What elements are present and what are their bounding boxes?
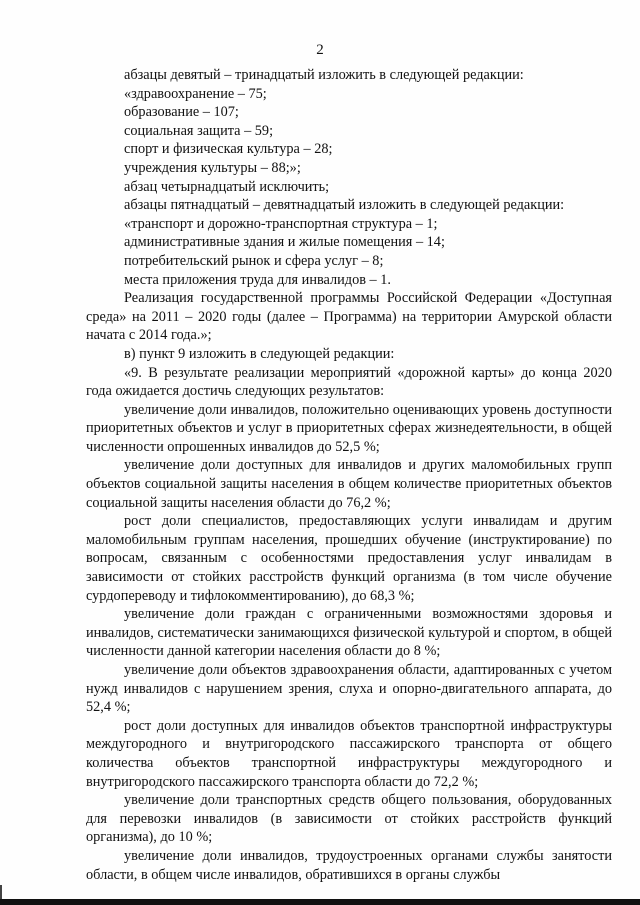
paragraph: «здравоохранение – 75;: [124, 85, 267, 102]
paragraph: административные здания и жилые помещения – 14;: [124, 234, 445, 251]
paragraph: «транспорт и дорожно-транспортная структура – 1;: [124, 215, 438, 232]
paragraph: в) пункт 9 изложить в следующей редакции:: [124, 345, 395, 362]
paragraph: увеличение доли инвалидов, положительно оценивающих уровень доступности приоритетных объектов и услуг в приоритетных сферах жизнедеятельности, в общей численности опрошенных инвалидов до 52,5 %;: [86, 401, 612, 455]
paragraph: «9. В результате реализации мероприятий «дорожной карты» до конца 2020 года ожидается достичь следующих результатов:: [86, 364, 612, 400]
page-number: 2: [316, 42, 324, 58]
paragraph: Реализация государственной программы Российской Федерации «Доступная среда» на 2011 – 2020 годы (далее – Программа) на территории Амурской области начата с 2014 года.»;: [86, 290, 612, 344]
paragraph: увеличение доли инвалидов, трудоустроенных органами службы занятости области, в общем числе инвалидов, обратившихся в органы службы: [86, 847, 612, 883]
paragraph: абзацы пятнадцатый – девятнадцатый изложить в следующей редакции:: [124, 197, 565, 214]
paragraph: абзац четырнадцатый исключить;: [124, 178, 330, 195]
paragraph: увеличение доли граждан с ограниченными возможностями здоровья и инвалидов, систематически занимающихся физической культурой и спортом, в общей численности данной категории населения области до 8 %;: [86, 606, 612, 660]
paragraph: социальная защита – 59;: [124, 122, 274, 139]
document-body: [86, 66, 612, 884]
paragraph: увеличение доли объектов здравоохранения области, адаптированных с учетом нужд инвалидов с нарушением зрения, слуха и опорно-двигательного аппарата, до 52,4 %;: [86, 662, 612, 716]
paragraph: увеличение доли транспортных средств общего пользования, оборудованных для перевозки инвалидов (в зависимости от стойких расстройств функций организма), до 10 %;: [86, 792, 612, 846]
paragraph: спорт и физическая культура – 28;: [124, 141, 333, 158]
paragraph: образование – 107;: [124, 104, 239, 121]
paragraph: места приложения труда для инвалидов – 1.: [124, 271, 391, 288]
paragraph: рост доли доступных для инвалидов объектов транспортной инфраструктуры междугородного и внутригородского пассажирского транспорта от общего количества объектов транспортной инфраструктуры междугородного и внутригородского пассажирского транспорта области до 72,2 %;: [86, 717, 612, 790]
scan-bottom-edge: [0, 899, 640, 905]
paragraph: увеличение доли доступных для инвалидов и других маломобильных групп объектов социальной защиты населения в общем количестве приоритетных объектов социальной защиты населения области до 76,2 %;: [86, 457, 612, 511]
paragraph: рост доли специалистов, предоставляющих услуги инвалидам и другим маломобильным группам населения, прошедших обучение (инструктирование) по вопросам, связанным с особенностями предоставления услуг инвалидам в зависимости от стойких расстройств функций организма (в том числе обучение сурдопереводу и тифлокомментированию), до 68,3 %;: [86, 513, 612, 604]
paragraph: учреждения культуры – 88;»;: [124, 159, 301, 176]
paragraph: потребительский рынок и сфера услуг – 8;: [124, 252, 384, 269]
paragraph: абзацы девятый – тринадцатый изложить в следующей редакции:: [124, 67, 524, 83]
